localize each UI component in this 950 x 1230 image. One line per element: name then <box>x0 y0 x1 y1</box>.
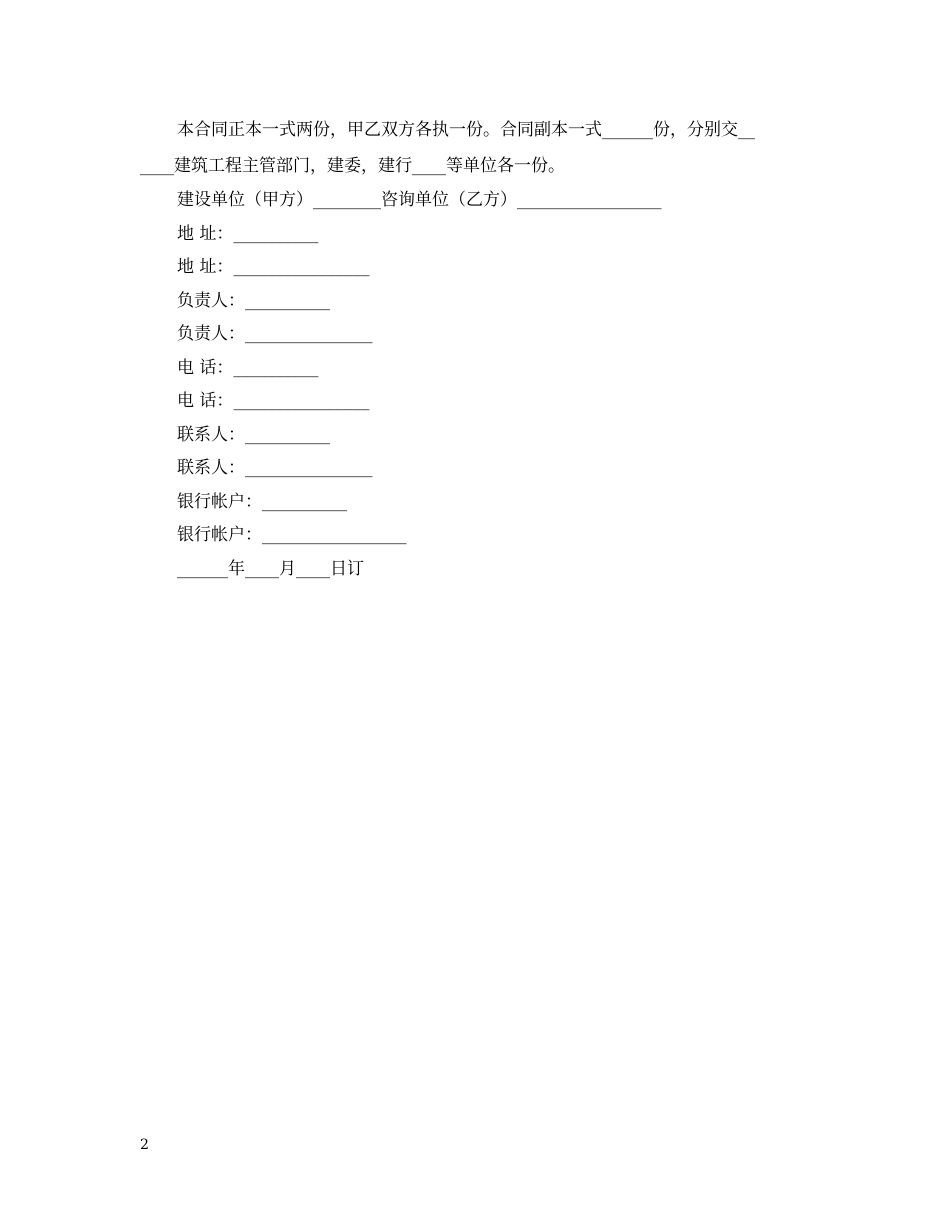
signing-date-line: ______年____月____日订 <box>177 559 364 579</box>
contract-copies-paragraph-line-1: 本合同正本一式两份，甲乙双方各执一份。合同副本一式______份，分别交__ <box>177 120 755 140</box>
contract-copies-paragraph-line-2: ____建筑工程主管部门，建委，建行____等单位各一份。 <box>140 156 565 176</box>
party-b-responsible-person-line: 负责人：_______________ <box>177 324 373 344</box>
party-a-responsible-person-line: 负责人：__________ <box>177 291 330 311</box>
party-b-contact-line: 联系人：_______________ <box>177 458 373 478</box>
party-a-phone-line: 电 话：__________ <box>177 358 319 378</box>
party-b-bank-account-line: 银行帐户：_________________ <box>177 525 407 545</box>
party-b-phone-line: 电 话：________________ <box>177 391 370 411</box>
page-number: 2 <box>140 1137 149 1153</box>
parties-line: 建设单位（甲方）________咨询单位（乙方）_________________ <box>177 190 662 210</box>
party-a-address-line: 地 址：__________ <box>177 224 319 244</box>
party-a-bank-account-line: 银行帐户：__________ <box>177 492 347 512</box>
party-a-contact-line: 联系人：__________ <box>177 425 330 445</box>
party-b-address-line: 地 址：________________ <box>177 257 370 277</box>
